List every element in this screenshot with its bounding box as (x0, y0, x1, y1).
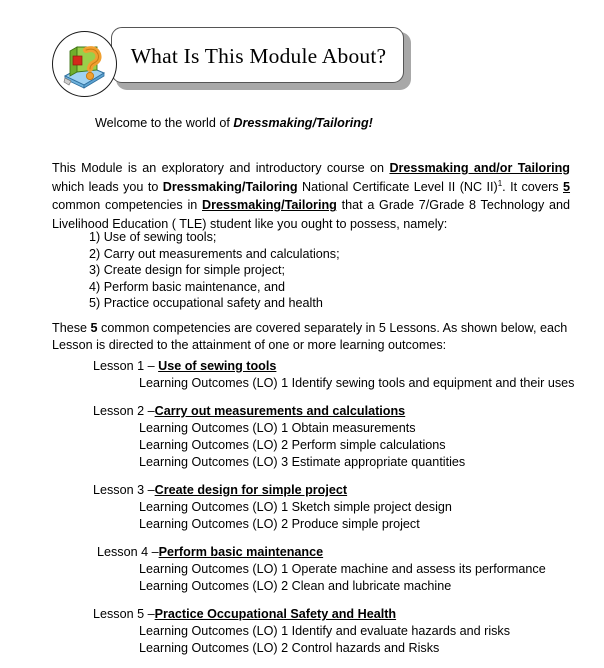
lesson-title: Create design for simple project (154, 483, 348, 497)
welcome-line (95, 116, 373, 130)
intro-seg-1: This Module is an exploratory and introductory course on (52, 161, 390, 175)
list-item: 3) Create design for simple project; (89, 263, 285, 278)
intro-seg-5: common competencies in (52, 198, 202, 213)
intro-seg-4: . It covers (502, 179, 563, 194)
list-item: 1) Use of sewing tools; (89, 230, 217, 244)
lesson-heading-3 (93, 482, 604, 499)
covered-seg-2: common competencies are covered separately in 5 Lessons. As shown below, each Lesson is directed to the attainment of one or more learning outcomes: (52, 321, 568, 353)
lesson-prefix: Lesson 1 – (93, 359, 159, 373)
lessons-list (0, 358, 604, 668)
learning-outcome: Learning Outcomes (LO) 2 Control hazards and Risks (139, 641, 440, 655)
list-item: 5) Practice occupational safety and health (89, 296, 323, 311)
lesson-block-3 (0, 482, 604, 533)
lessons-intro-paragraph (52, 320, 572, 355)
lesson-title: Carry out measurements and calculations (154, 404, 406, 418)
lesson-block-1 (0, 358, 604, 392)
lesson-block-4 (0, 544, 604, 595)
welcome-prefix: Welcome to the world of (95, 116, 234, 130)
lesson-title: Practice Occupational Safety and Health (154, 607, 397, 621)
learning-outcome: Learning Outcomes (LO) 1 Operate machine and assess its performance (139, 562, 546, 576)
learning-outcome: Learning Outcomes (LO) 1 Identify sewing tools and equipment and their uses (139, 376, 575, 390)
learning-outcome: Learning Outcomes (LO) 2 Clean and lubricate machine (139, 579, 452, 593)
intro-subject: Dressmaking/Tailoring (202, 198, 337, 213)
lesson-prefix: Lesson 2 – (93, 404, 155, 418)
learning-outcome: Learning Outcomes (LO) 1 Sketch simple project design (139, 500, 452, 514)
page-title: What Is This Module About? (130, 43, 387, 68)
covered-count: 5 (90, 321, 98, 335)
book-question-mark-glyph (53, 32, 116, 96)
intro-count: 5 (563, 179, 571, 194)
learning-outcome: Learning Outcomes (LO) 3 Estimate appropriate quantities (139, 455, 466, 469)
list-item: 4) Perform basic maintenance, and (89, 279, 286, 294)
welcome-emphasis: Dressmaking/Tailoring! (233, 116, 373, 130)
lesson-prefix: Lesson 3 – (93, 483, 155, 497)
lesson-heading-4 (97, 544, 604, 561)
footnote-marker: 1 (497, 178, 503, 188)
title-box (111, 27, 404, 83)
lesson-heading-2 (93, 403, 604, 420)
intro-course-title: Dressmaking and/or Tailoring (389, 161, 570, 175)
lesson-prefix: Lesson 5 – (93, 607, 155, 621)
intro-seg-2: which leads you to (52, 179, 163, 194)
lesson-heading-1 (93, 358, 604, 375)
competency-list (89, 229, 340, 312)
learning-outcome: Learning Outcomes (LO) 2 Produce simple project (139, 517, 420, 531)
covered-seg-1: These (52, 321, 91, 335)
book-question-mark-icon (52, 31, 117, 97)
lesson-heading-5 (93, 606, 604, 623)
learning-outcome: Learning Outcomes (LO) 2 Perform simple calculations (139, 438, 446, 452)
intro-seg-6: that a Grade 7/Grade 8 Technology and Livelihood Education ( TLE) student like you ought to possess, namely: (52, 198, 570, 231)
lesson-title: Use of sewing tools (158, 359, 277, 373)
intro-nc-course: Dressmaking/Tailoring (162, 179, 298, 194)
list-item: 2) Carry out measurements and calculations; (89, 246, 340, 261)
lesson-block-5 (0, 606, 604, 657)
learning-outcome: Learning Outcomes (LO) 1 Identify and evaluate hazards and risks (139, 624, 511, 638)
intro-paragraph (52, 159, 570, 233)
lesson-prefix: Lesson 4 – (97, 545, 159, 559)
module-header-banner (0, 0, 604, 104)
lesson-title: Perform basic maintenance (158, 545, 324, 559)
learning-outcome: Learning Outcomes (LO) 1 Obtain measurements (139, 421, 416, 435)
lesson-block-2 (0, 403, 604, 471)
intro-seg-3: National Certificate Level II (NC II) (297, 179, 498, 194)
